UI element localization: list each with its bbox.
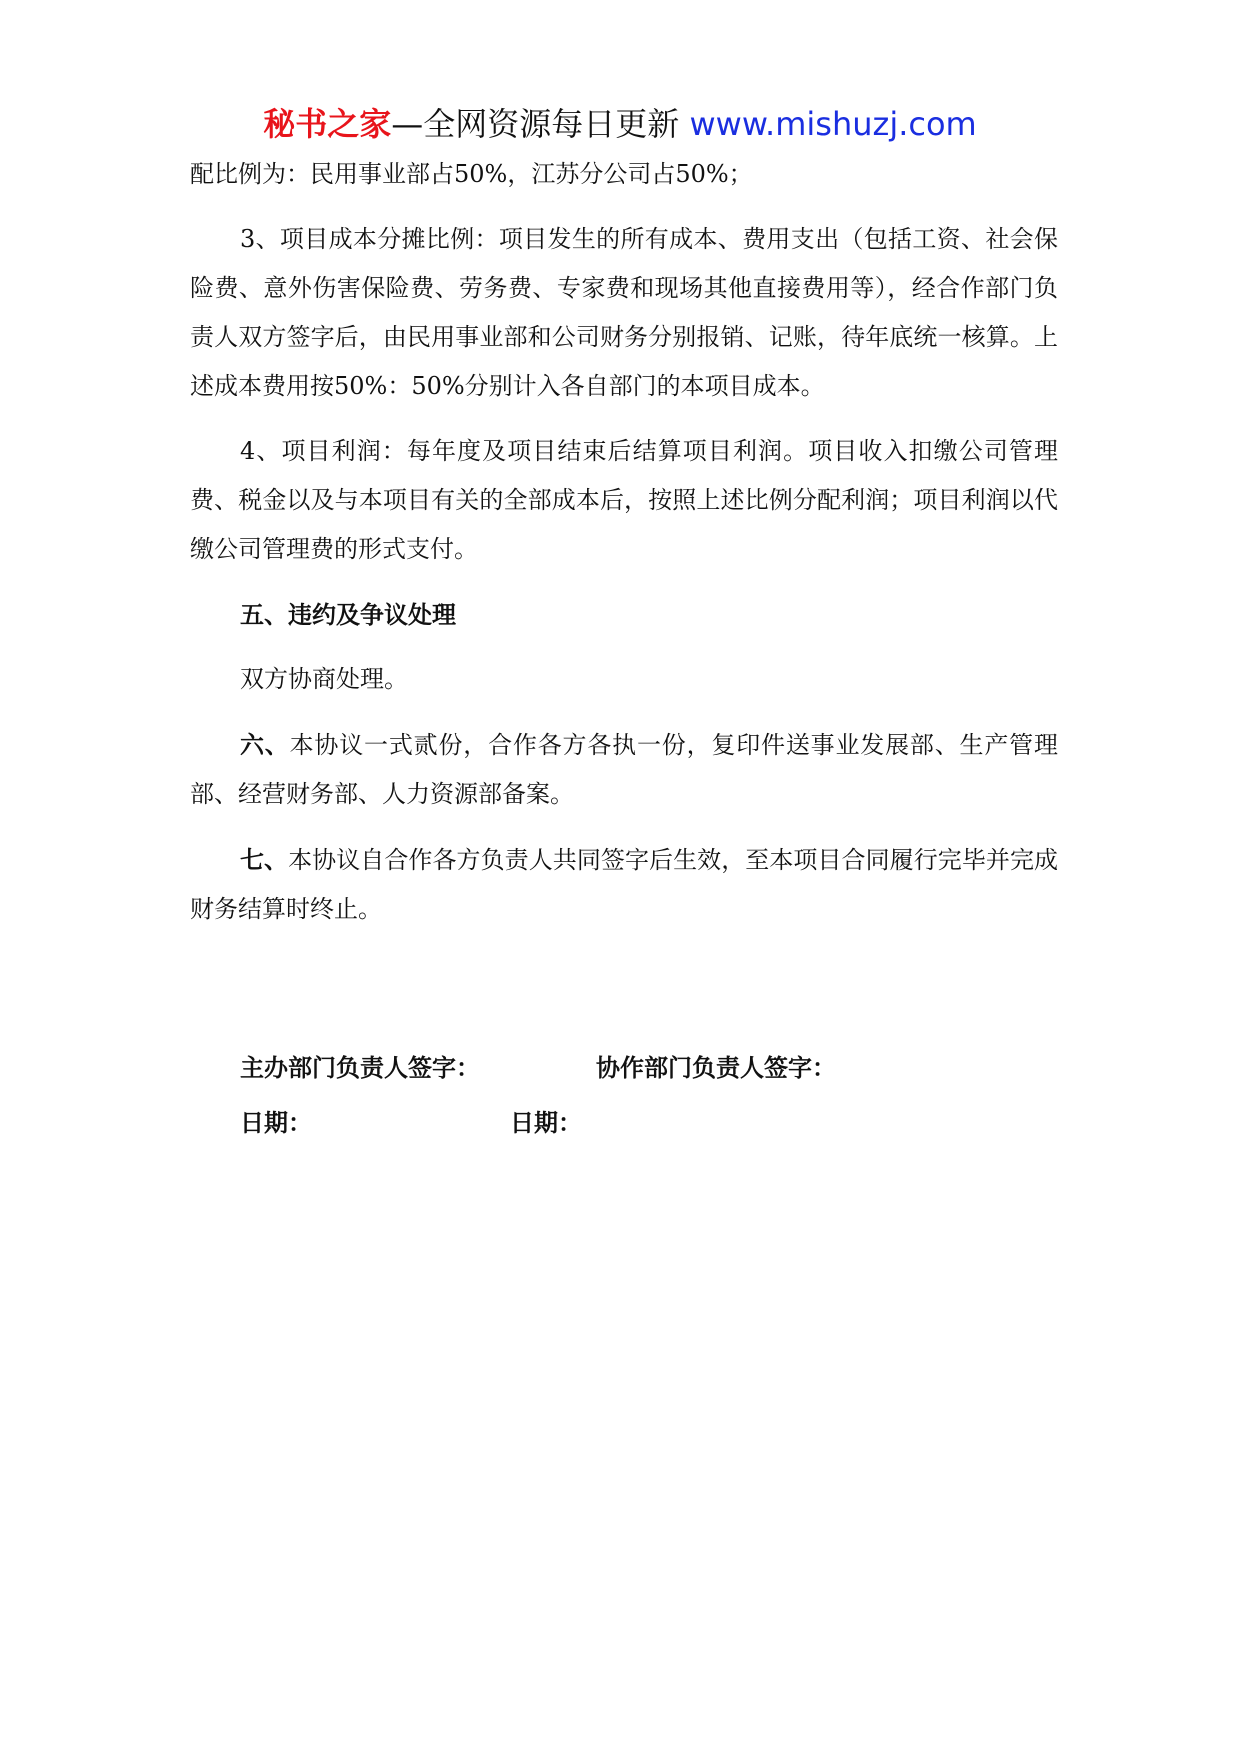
header-slogan: —全网资源每日更新: [391, 105, 680, 143]
paragraph-continued: 配比例为：民用事业部占50%，江苏分公司占50%；: [190, 160, 753, 188]
header-brand: 秘书之家: [263, 105, 392, 143]
paragraph-copies: [190, 720, 1058, 819]
section-label-six: 六、: [240, 730, 290, 759]
host-signature-label: 主办部门负责人签字：: [240, 1053, 480, 1082]
section-seven-text: 本协议自合作各方负责人共同签字后生效，至本项目合同履行完毕并完成财务结算时终止。: [190, 846, 1059, 923]
page-header: [0, 100, 1240, 148]
paragraph-effective: [190, 835, 1058, 934]
paragraph-project-profit: 4、项目利润：每年度及项目结束后结算项目利润。项目收入扣缴公司管理费、税金以及与本项目有关的全部成本后，按照上述比例分配利润；项目利润以代缴公司管理费的形式支付。: [190, 437, 1058, 563]
section-label-seven: 七、: [240, 845, 289, 874]
header-url[interactable]: www.mishuzj.com: [689, 105, 977, 143]
signature-block: [240, 1048, 1060, 1158]
document-body: [190, 150, 1058, 950]
signature-row: [240, 1048, 1060, 1103]
coop-signature-label: 协作部门负责人签字：: [596, 1053, 836, 1082]
paragraph-dispute: 双方协商处理。: [240, 665, 408, 693]
date-row: [240, 1103, 1060, 1158]
section-heading-dispute: 五、违约及争议处理: [240, 600, 456, 629]
paragraph-cost-allocation: 3、项目成本分摊比例：项目发生的所有成本、费用支出（包括工资、社会保险费、意外伤害保险费、劳务费、专家费和现场其他直接费用等），经合作部门负责人双方签字后，由民用事业部和公司财务分别报销、记账，待年底统一核算。上述成本费用按50%：50%分别计入各自部门的本项目成本。: [190, 225, 1058, 400]
coop-date-label: 日期：: [510, 1108, 582, 1137]
section-six-text: 本协议一式贰份，合作各方各执一份，复印件送事业发展部、生产管理部、经营财务部、人力资源部备案。: [190, 731, 1058, 808]
host-date-label: 日期：: [240, 1108, 312, 1137]
